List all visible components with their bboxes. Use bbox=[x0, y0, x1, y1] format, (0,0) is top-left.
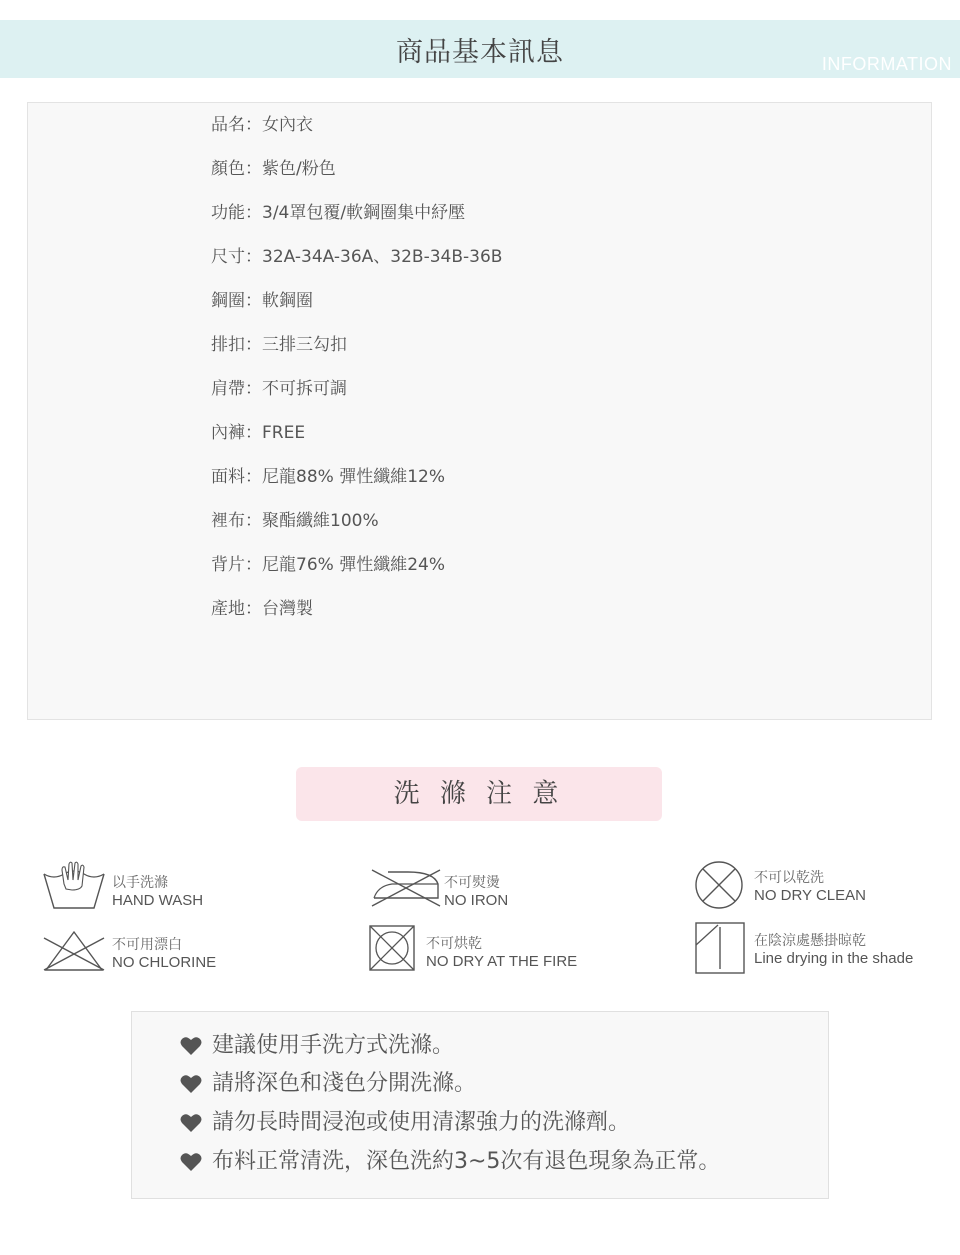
spec-text: 品名：女內衣 bbox=[211, 115, 313, 135]
spec-text: 顏色：紫色/粉色 bbox=[211, 159, 336, 179]
heart-icon bbox=[180, 1152, 202, 1172]
spec-text: 尺寸：32A-34A-36A、32B-34B-36B bbox=[211, 247, 503, 267]
care-label-zh: 在陰涼處懸掛晾乾 bbox=[754, 933, 866, 949]
hand-wash-icon bbox=[42, 858, 108, 912]
note-text: 布料正常清洗，深色洗約3~5次有退色現象為正常。 bbox=[212, 1149, 721, 1174]
spec-text: 肩帶：不可拆可調 bbox=[211, 379, 347, 399]
care-label-en: Line drying in the shade bbox=[754, 950, 914, 967]
care-section-header bbox=[296, 767, 662, 821]
care-label-en: NO DRY CLEAN bbox=[754, 887, 866, 904]
spec-text: 面料：尼龍88% 彈性纖維12% bbox=[211, 467, 445, 487]
care-item-no-dry-clean bbox=[694, 860, 894, 910]
care-item-no-tumble-dry bbox=[368, 924, 578, 974]
page-title: 商品基本訊息 bbox=[396, 37, 564, 68]
heart-icon bbox=[180, 1036, 202, 1056]
spec-text: 背片：尼龍76% 彈性纖維24% bbox=[211, 555, 445, 575]
note-text: 請勿長時間浸泡或使用清潔強力的洗滌劑。 bbox=[212, 1110, 631, 1135]
spec-row bbox=[28, 631, 931, 676]
note-text: 請將深色和淺色分開洗滌。 bbox=[212, 1071, 477, 1096]
no-chlorine-icon bbox=[42, 930, 106, 974]
care-item-no-iron bbox=[368, 864, 538, 912]
heart-icon bbox=[180, 1113, 202, 1133]
care-label-zh: 不可烘乾 bbox=[426, 936, 482, 952]
care-label-zh: 不可以乾洗 bbox=[754, 870, 824, 886]
care-label-en: NO CHLORINE bbox=[112, 954, 217, 971]
line-dry-shade-icon bbox=[694, 921, 746, 975]
note-text: 建議使用手洗方式洗滌。 bbox=[212, 1033, 455, 1058]
page-subtitle: INFORMATION bbox=[821, 54, 952, 74]
spec-row bbox=[28, 587, 931, 632]
no-dry-clean-icon bbox=[694, 860, 744, 910]
spec-row bbox=[28, 323, 931, 368]
spec-table bbox=[27, 102, 932, 720]
spec-row bbox=[28, 235, 931, 280]
spec-row bbox=[28, 499, 931, 544]
spec-text: 內褲：FREE bbox=[211, 423, 306, 443]
care-label-en: HAND WASH bbox=[112, 892, 204, 909]
no-tumble-dry-icon bbox=[368, 924, 416, 972]
spec-text: 排扣：三排三勾扣 bbox=[211, 335, 347, 355]
spec-row bbox=[28, 103, 931, 148]
care-item-no-chlorine bbox=[42, 930, 222, 974]
spec-text: 裡布：聚酯纖維100% bbox=[211, 511, 379, 531]
spec-row bbox=[28, 543, 931, 588]
no-iron-icon bbox=[368, 864, 442, 910]
care-label-zh: 以手洗滌 bbox=[112, 875, 168, 891]
spec-row bbox=[28, 191, 931, 236]
care-item-hand-wash bbox=[42, 858, 222, 912]
spec-text: 鋼圈：軟鋼圈 bbox=[211, 291, 313, 311]
spec-text: 功能：3/4罩包覆/軟鋼圈集中紓壓 bbox=[211, 203, 466, 223]
heart-icon bbox=[180, 1074, 202, 1094]
spec-row bbox=[28, 367, 931, 412]
spec-row bbox=[28, 279, 931, 324]
spec-row bbox=[28, 455, 931, 500]
spec-row bbox=[28, 411, 931, 456]
care-item-line-dry-shade bbox=[694, 921, 924, 975]
care-notes-box bbox=[131, 1011, 829, 1199]
care-label-en: NO DRY AT THE FIRE bbox=[426, 953, 578, 970]
care-label-zh: 不可熨燙 bbox=[444, 875, 500, 891]
care-label-en: NO IRON bbox=[444, 892, 509, 909]
care-title: 洗 滌 注 意 bbox=[393, 779, 565, 809]
spec-row bbox=[28, 147, 931, 192]
care-label-zh: 不可用漂白 bbox=[112, 937, 182, 953]
spec-text: 產地：台灣製 bbox=[211, 599, 313, 619]
spec-row bbox=[28, 675, 931, 719]
